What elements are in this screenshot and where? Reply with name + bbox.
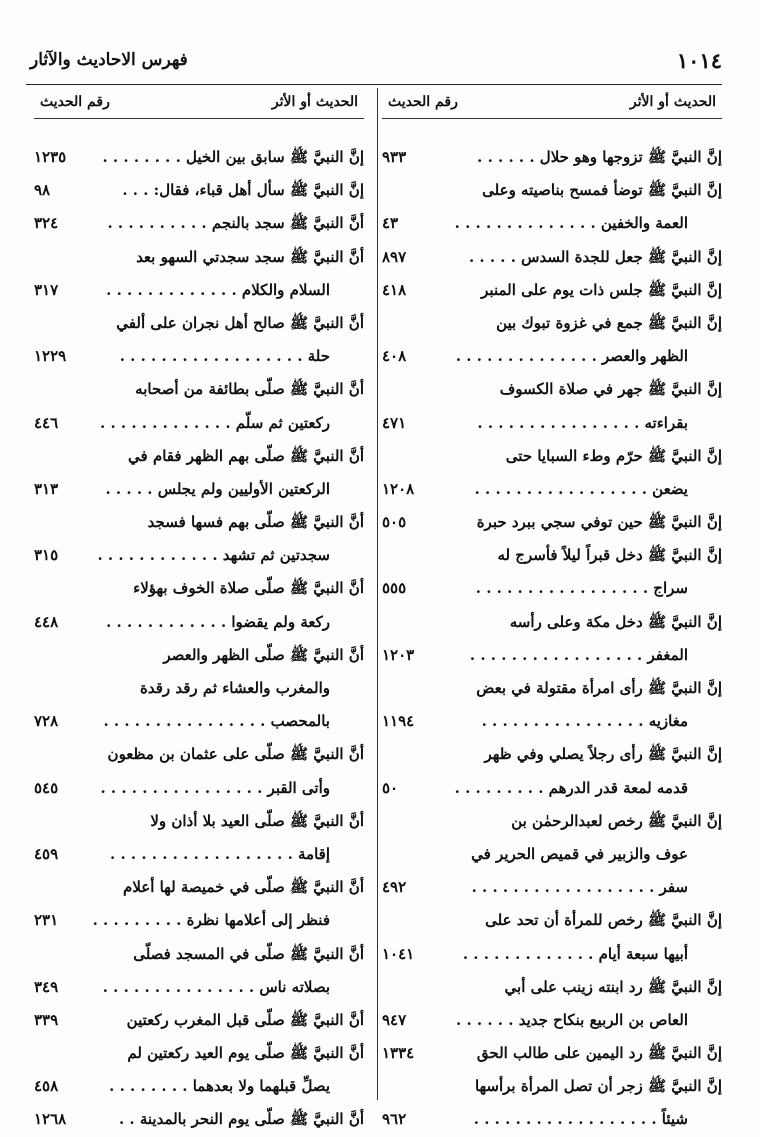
hadith-number: ٤٥٨ <box>34 1077 59 1096</box>
entry-text: أنَّ النبيَّ ﷺ صلّى قبل المغرب ركعتين <box>126 1010 364 1029</box>
index-entry-line <box>34 572 364 605</box>
index-entry-line <box>382 207 722 240</box>
index-entry-line <box>34 1070 364 1103</box>
entry-text: سجدتين ثم تشهد . . . . . . . . . . . . <box>97 546 330 565</box>
entry-text: سفر . . . . . . . . . . . . . . . . . . <box>471 878 688 897</box>
hadith-number: ٢٣١ <box>34 911 59 930</box>
index-entry-line <box>382 373 722 406</box>
entry-text: إنَّ النبيَّ ﷺ دخل مكة وعلى رأسه <box>509 612 722 631</box>
index-entry-line <box>382 572 722 605</box>
index-entry-line <box>382 141 722 174</box>
hadith-number: ٩٣٣ <box>382 148 407 166</box>
entry-text: السلام والكلام . . . . . . . . . . . . . <box>106 280 330 299</box>
index-entry-line <box>382 1103 722 1136</box>
entry-text: بالمحصب . . . . . . . . . . . . . . . . <box>103 712 330 731</box>
hadith-number: ٩٤٧ <box>382 1010 407 1029</box>
hadith-column-label: الحديث أو الأثر <box>629 94 716 110</box>
entry-text: سراج . . . . . . . . . . . . . . . . . <box>475 579 688 598</box>
number-column-label: رقم الحديث <box>40 94 110 110</box>
hadith-number: ٤٧١ <box>382 413 407 432</box>
index-entry-line <box>382 274 722 307</box>
entry-text: إنَّ النبيَّ ﷺ رأى امرأة مقتولة في بعض <box>476 679 722 697</box>
entry-text: أنَّ النبيَّ ﷺ صالح أهل نجران على ألفي <box>116 313 364 332</box>
index-entry-line <box>34 639 364 672</box>
entry-text: فنظر إلى أعلامها نظرة . . . . . . . . . <box>92 911 330 930</box>
index-entry-line <box>34 373 364 406</box>
entry-text: إنَّ النبيَّ ﷺ رخص لعبدالرحمٰن بن <box>511 811 722 830</box>
index-entry-line <box>34 838 364 871</box>
hadith-number: ٤١٨ <box>382 280 407 299</box>
index-entry-line <box>34 971 364 1004</box>
entry-text: بقراءته . . . . . . . . . . . . . . . . <box>477 413 688 432</box>
index-entry-line <box>382 705 722 738</box>
hadith-number: ٣١٣ <box>34 479 59 498</box>
index-entry-line <box>34 738 364 771</box>
entry-text: أنَّ النبيَّ ﷺ صلّى بهم الظهر فقام في <box>128 446 364 465</box>
index-entry-line <box>382 639 722 672</box>
index-entry-line <box>34 340 364 373</box>
entry-text: أنَّ النبيَّ ﷺ صلّى صلاة الخوف بهؤلاء <box>133 579 364 598</box>
right-column <box>382 88 722 1137</box>
entry-text: ركعة ولم يقضوا . . . . . . . . . . . . <box>106 612 330 631</box>
entry-text: أنَّ النبيَّ ﷺ صلّى يوم النحر بالمدينة . . <box>118 1110 364 1129</box>
hadith-number: ٥٥٥ <box>382 579 407 598</box>
entry-text: وأتى القبر . . . . . . . . . . . . . . . . <box>100 778 330 797</box>
entry-text: إنَّ النبيَّ ﷺ رد اليمين على طالب الحق <box>476 1044 722 1063</box>
hadith-number: ٨٩٧ <box>382 247 407 266</box>
hadith-number: ٤٠٨ <box>382 347 407 366</box>
hadith-number: ٥٠ <box>382 778 399 797</box>
entry-text: إنَّ النبيَّ ﷺ زجر أن تصل المرأة برأسها <box>474 1077 722 1096</box>
index-entry-line <box>34 904 364 937</box>
index-entry-line <box>382 871 722 904</box>
index-entry-line <box>382 174 722 207</box>
index-entry-line <box>382 772 722 805</box>
entry-text: إنَّ النبيَّ ﷺ جلس ذات يوم على المنبر <box>481 280 722 299</box>
entry-text: إنَّ النبيَّ ﷺ جمع في غزوة تبوك بين <box>496 313 722 332</box>
entry-text: والمغرب والعشاء ثم رقد رقدة <box>140 679 330 697</box>
index-entry-line <box>34 938 364 971</box>
entry-text: إنَّ النبيَّ ﷺ جعل للجدة السدس . . . . . <box>468 247 722 266</box>
index-entry-line <box>382 539 722 572</box>
entry-text: إقامة . . . . . . . . . . . . . . . . . . <box>110 844 330 863</box>
index-entry-line <box>382 407 722 440</box>
index-entry-line <box>34 805 364 838</box>
hadith-number: ٣٤٩ <box>34 977 59 996</box>
index-entry-line <box>34 141 364 174</box>
index-entry-line <box>34 1037 364 1070</box>
entry-text: ركعتين ثم سلّم . . . . . . . . . . . . . <box>100 413 330 432</box>
index-entry-line <box>34 473 364 506</box>
hadith-number: ٤٥٩ <box>34 844 59 863</box>
entry-text: العمة والخفين . . . . . . . . . . . . . . <box>454 214 688 233</box>
hadith-number: ١٣٣٤ <box>382 1044 415 1063</box>
header-rule <box>26 84 722 85</box>
index-entry-line <box>382 838 722 871</box>
hadith-number: ١٢٠٣ <box>382 645 415 664</box>
entry-text: إنَّ النبيَّ ﷺ دخل قبراً ليلاً فأسرج له <box>497 546 722 565</box>
index-entry-line <box>382 1070 722 1103</box>
index-entry-line <box>382 971 722 1004</box>
hadith-number: ١٢٣٥ <box>34 148 67 166</box>
left-column <box>34 88 364 1137</box>
entry-text: عوف والزبير في قميص الحرير في <box>471 844 688 863</box>
index-entry-line <box>34 307 364 340</box>
entry-text: أنَّ النبيَّ ﷺ صلّى في المسجد فصلّى <box>133 944 364 963</box>
number-column-label: رقم الحديث <box>388 94 458 110</box>
index-entry-line <box>34 506 364 539</box>
hadith-number: ٤٩٢ <box>382 878 407 897</box>
running-title: فهرس الاحاديث والآثار <box>30 50 188 70</box>
hadith-number: ٣١٥ <box>34 546 59 565</box>
column-divider <box>377 88 378 1100</box>
index-entry-line <box>34 606 364 639</box>
entry-text: حلة . . . . . . . . . . . . . . . . . . <box>119 347 330 366</box>
index-entry-line <box>382 672 722 705</box>
hadith-number: ١١٩٤ <box>382 712 415 731</box>
entry-text: إنَّ النبيَّ ﷺ رأى رجلاً يصلي وفي ظهر <box>484 745 722 764</box>
index-entry-line <box>34 672 364 705</box>
entry-text: إنَّ النبيَّ ﷺ تزوجها وهو حلال . . . . . . <box>477 148 722 166</box>
hadith-number: ٣٢٤ <box>34 214 59 233</box>
hadith-number: ٩٦٢ <box>382 1110 407 1129</box>
entry-text: المغفر . . . . . . . . . . . . . . . . . <box>469 645 688 664</box>
hadith-number: ٣١٧ <box>34 280 59 299</box>
entry-text: قدمه لمعة قدر الدرهم . . . . . . . . . <box>454 778 688 797</box>
index-entry-line <box>382 805 722 838</box>
entry-text: يضعن . . . . . . . . . . . . . . . . . <box>474 479 688 498</box>
left-entry-list <box>34 141 364 1137</box>
right-entry-list <box>382 141 722 1137</box>
hadith-number: ٤٣ <box>382 214 399 233</box>
hadith-number: ٩٨ <box>34 181 51 200</box>
hadith-number: ٤٤٨ <box>34 612 59 631</box>
hadith-number: ١٢٢٩ <box>34 347 67 366</box>
index-entry-line <box>382 606 722 639</box>
index-entry-line <box>382 307 722 340</box>
entry-text: أنَّ النبيَّ ﷺ صلّى على عثمان بن مظعون <box>107 745 364 764</box>
hadith-column-label: الحديث أو الأثر <box>271 94 358 110</box>
hadith-number: ٥٤٥ <box>34 778 59 797</box>
right-column-header <box>382 88 722 119</box>
index-entry-line <box>382 738 722 771</box>
page-number: ١٠١٤ <box>676 48 722 73</box>
left-column-header <box>34 88 364 119</box>
entry-text: شيئاً . . . . . . . . . . . . . . . . . . <box>473 1110 688 1129</box>
entry-text: أنَّ النبيَّ ﷺ صلّى بهم فسها فسجد <box>147 513 364 532</box>
index-entry-line <box>382 904 722 937</box>
index-entry-line <box>382 340 722 373</box>
index-entry-line <box>34 440 364 473</box>
index-entry-line <box>34 871 364 904</box>
entry-text: إنَّ النبيَّ ﷺ رخص للمرأة أن تحد على <box>485 911 722 930</box>
entry-text: الظهر والعصر . . . . . . . . . . . . . . <box>455 347 688 366</box>
index-entry-line <box>382 506 722 539</box>
index-entry-line <box>34 1004 364 1037</box>
entry-text: أنَّ النبيَّ ﷺ صلّى في خميصة لها أعلام <box>123 878 364 897</box>
entry-text: أنَّ النبيَّ ﷺ سجد سجدتي السهو بعد <box>136 247 364 266</box>
index-entry-line <box>34 174 364 207</box>
entry-text: أنَّ النبيَّ ﷺ صلّى العيد بلا أذان ولا <box>150 811 364 830</box>
index-entry-line <box>34 772 364 805</box>
index-entry-line <box>382 473 722 506</box>
entry-text: أنَّ النبيَّ ﷺ صلّى الظهر والعصر <box>163 645 364 664</box>
index-entry-line <box>382 1037 722 1070</box>
index-entry-line <box>382 1004 722 1037</box>
entry-text: إنَّ النبيَّ ﷺ سابق بين الخيل . . . . . . . . <box>102 148 364 166</box>
index-entry-line <box>34 1103 364 1136</box>
index-entry-line <box>34 207 364 240</box>
index-entry-line <box>382 440 722 473</box>
entry-text: إنَّ النبيَّ ﷺ جهر في صلاة الكسوف <box>499 380 722 399</box>
hadith-number: ٧٢٨ <box>34 712 59 731</box>
entry-text: أنَّ النبيَّ ﷺ صلّى بطائفة من أصحابه <box>135 380 364 399</box>
entry-text: إنَّ النبيَّ ﷺ سأل أهل قباء، فقال: . . . <box>122 181 364 200</box>
index-entry-line <box>34 241 364 274</box>
hadith-number: ٥٠٥ <box>382 513 407 532</box>
hadith-number: ١٠٤١ <box>382 944 415 963</box>
entry-text: يصلِّ قبلهما ولا بعدهما . . . . . . . . <box>109 1077 330 1096</box>
index-entry-line <box>34 539 364 572</box>
entry-text: الركعتين الأوليين ولم يجلس . . . . . <box>105 479 330 498</box>
entry-text: أنَّ النبيَّ ﷺ صلّى يوم العيد ركعتين لم <box>127 1044 364 1063</box>
page-header <box>30 48 722 80</box>
entry-text: بصلاته ناس . . . . . . . . . . . . . . . <box>102 977 330 996</box>
index-entry-line <box>34 407 364 440</box>
entry-text: مغازيه . . . . . . . . . . . . . . . . <box>481 712 688 731</box>
entry-text: إنَّ النبيَّ ﷺ حين توفي سجي ببرد حبرة <box>476 513 722 532</box>
entry-text: إنَّ النبيَّ ﷺ توضأ فمسح بناصيته وعلى <box>482 181 722 200</box>
hadith-number: ٤٤٦ <box>34 413 59 432</box>
index-entry-line <box>34 274 364 307</box>
index-entry-line <box>382 241 722 274</box>
entry-text: العاص بن الربيع بنكاح جديد . . . . . . <box>456 1010 688 1029</box>
entry-text: أنَّ النبيَّ ﷺ سجد بالنجم . . . . . . . . . . <box>107 214 364 233</box>
index-entry-line <box>34 705 364 738</box>
hadith-number: ٣٣٩ <box>34 1010 59 1029</box>
index-entry-line <box>382 938 722 971</box>
hadith-number: ١٢٦٨ <box>34 1110 67 1129</box>
entry-text: إنَّ النبيَّ ﷺ رد ابنته زينب على أبي <box>504 977 722 996</box>
entry-text: إنَّ النبيَّ ﷺ حرّم وطء السبايا حتى <box>505 446 722 465</box>
hadith-number: ١٢٠٨ <box>382 479 415 498</box>
entry-text: أبيها سبعة أيام . . . . . . . . . . . . . <box>462 944 688 963</box>
